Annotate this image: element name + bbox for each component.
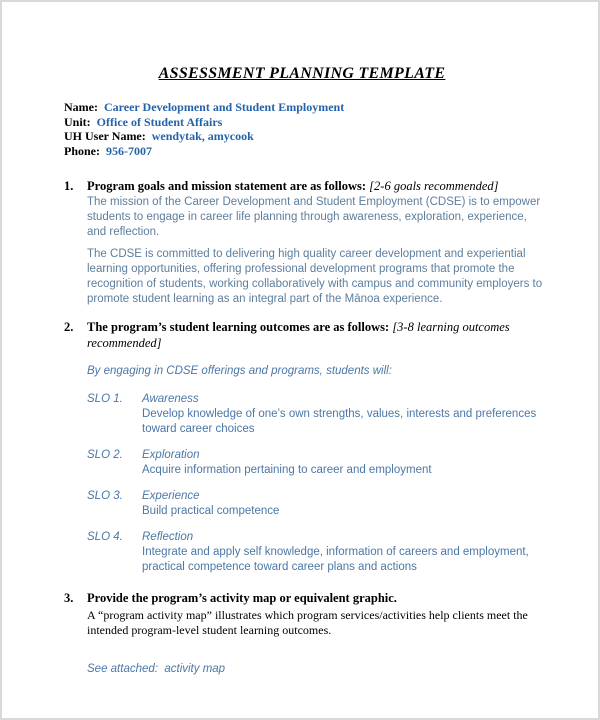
slo-name: Exploration bbox=[142, 448, 200, 461]
activity-map-paragraph: A “program activity map” illustrates which program services/activities help clients meet the intended program-level student learning outcomes. bbox=[87, 607, 528, 637]
field-label: Phone: bbox=[64, 144, 100, 159]
slo-name: Experience bbox=[142, 489, 200, 502]
header-field-uh-user-name bbox=[64, 129, 540, 144]
field-label: Name: bbox=[64, 100, 98, 114]
section-heading-text: The program’s student learning outcomes are as follows: bbox=[87, 319, 390, 334]
section-1-heading bbox=[64, 178, 540, 194]
slo-label: SLO 2. bbox=[87, 448, 123, 461]
slo-label: SLO 3. bbox=[87, 489, 123, 502]
section-heading-note: [3-8 learning outcomes recommended] bbox=[87, 319, 510, 350]
section-heading-note: [2-6 goals recommended] bbox=[369, 178, 499, 193]
attachment-note: See attached: activity map bbox=[87, 662, 226, 675]
field-value: Career Development and Student Employment bbox=[103, 100, 345, 114]
slo-row bbox=[87, 392, 540, 437]
header-field-name bbox=[64, 100, 540, 115]
slo-description: Develop knowledge of one’s own strengths, values, interests and preferences toward career choices bbox=[142, 407, 537, 435]
header-field-unit bbox=[64, 115, 540, 130]
section-heading-text: Provide the program’s activity map or equivalent graphic. bbox=[87, 590, 397, 605]
header-field-phone bbox=[64, 144, 540, 159]
slo-label: SLO 4. bbox=[87, 530, 123, 543]
field-value: 956-7007 bbox=[106, 144, 152, 159]
mission-paragraph: The mission of the Career Development and Student Employment (CDSE) is to empower students to engage in career life planning through awareness, exploration, experience, and reflection. bbox=[87, 195, 541, 238]
section-3-heading bbox=[64, 590, 540, 606]
mission-paragraph: The CDSE is committed to delivering high quality career development and experiential learning opportunities, offering professional development programs that promote the recognition of students, working collaboratively with campus and community employers to promote student learning as an integral part of the Mānoa experience. bbox=[87, 247, 543, 305]
section-2-heading bbox=[64, 319, 540, 351]
document-title: ASSESSMENT PLANNING TEMPLATE bbox=[158, 65, 446, 82]
section-number: 1. bbox=[64, 178, 74, 193]
section-heading-text: Program goals and mission statement are as follows: bbox=[87, 178, 367, 193]
slo-row bbox=[87, 530, 540, 575]
slo-label: SLO 1. bbox=[87, 392, 123, 405]
field-value: wendytak, amycook bbox=[151, 129, 254, 144]
slo-name: Awareness bbox=[142, 392, 199, 405]
section-number: 3. bbox=[64, 590, 74, 605]
section-number: 2. bbox=[64, 319, 74, 334]
field-label: Unit: bbox=[64, 114, 91, 129]
lead-in-text: By engaging in CDSE offerings and programs, students will: bbox=[87, 364, 392, 377]
field-value: Office of Student Affairs bbox=[96, 114, 223, 129]
slo-description: Build practical competence bbox=[142, 504, 280, 517]
slo-row bbox=[87, 448, 540, 478]
slo-list bbox=[87, 392, 540, 575]
header-fields bbox=[64, 100, 540, 159]
slo-description: Integrate and apply self knowledge, information of careers and employment, practical competence toward career plans and actions bbox=[142, 545, 529, 573]
slo-row bbox=[87, 489, 540, 519]
slo-description: Acquire information pertaining to career and employment bbox=[142, 463, 432, 476]
slo-name: Reflection bbox=[142, 530, 194, 543]
field-label: UH User Name: bbox=[64, 129, 146, 144]
